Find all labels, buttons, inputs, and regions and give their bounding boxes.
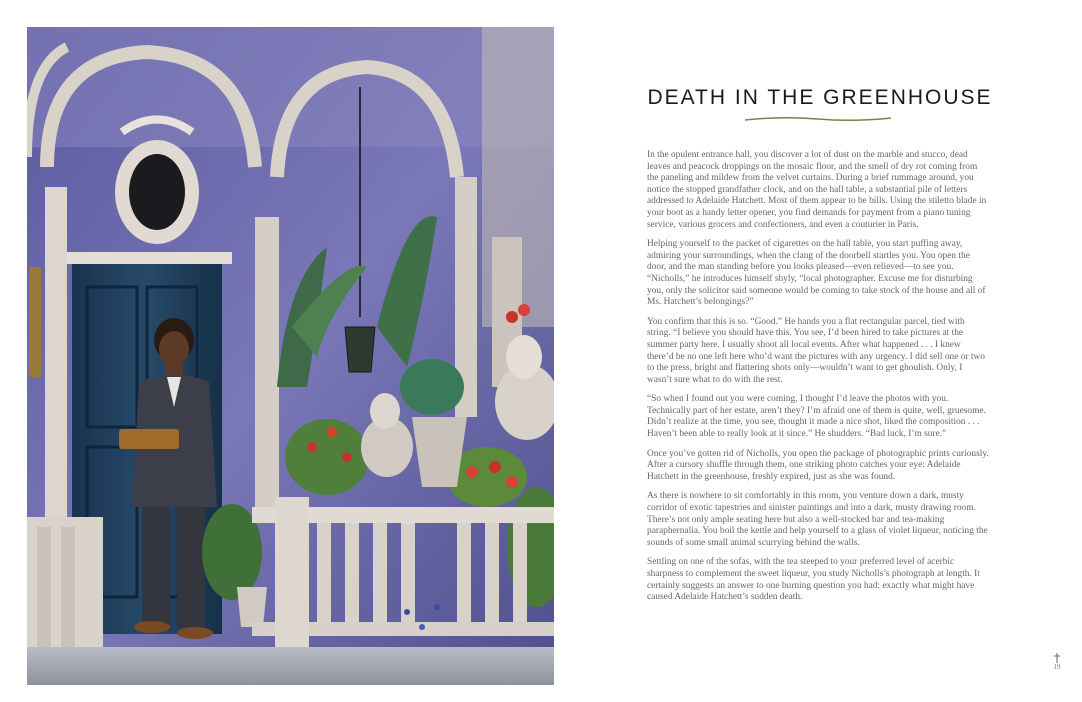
paragraph: You confirm that this is so. “Good.” He hands you a flat rectangular parcel, tied with string. “I believe you should have this. You see, I’d been hired to take pictures at the summer party here. I usually shoot all local events. After what happened . . . I knew there’d be no one left here who’d want the pictures with any urgency. I did sell one or two to the press, bright and flattering shots only—wouldn’t want to get ghoulish. Only, I wasn’t sure what to do with the rest. <box>647 316 985 385</box>
chapter-title: DEATH IN THE GREENHOUSE <box>647 86 993 109</box>
paragraph: Helping yourself to the packet of cigarettes on the hall table, you start puffing away, admiring your surroundings, when the clang of the doorbell startles you. You open the door, and the man standing before you looks pleased—even relieved—to see you. “Nicholls,” he introduces himself shyly, “local photographer. Excuse me for disturbing you, only the solicitor said someone would be coming to take stock of the house and all of Ms. Hatchett’s belongings?” <box>647 239 986 308</box>
paragraph: As there is nowhere to sit comfortably in this room, you venture down a dark, musty corridor of exotic tapestries and sinister paintings and into a dark, musty drawing room. There’s not only ample seating here but also a well-stocked bar and tea-making paraphernalia. You boil the kettle and help yourself to a glass of violet liqueur, noticing the sounds of some small animal scurrying behind the walls. <box>647 491 988 548</box>
greenhouse-illustration <box>27 27 554 685</box>
paragraph: Settling on one of the sofas, with the tea steeped to your preferred level of acerbic sharpness to complement the sweet liqueur, you study Nicholls’s photograph at length. It certainly suggests an answer to one burning question you had: exactly what might have caused Adelaide Hatchett’s sudden death. <box>647 557 980 603</box>
dagger-icon <box>1053 653 1061 663</box>
page-marker <box>1051 653 1063 671</box>
paragraph: “So when I found out you were coming, I thought I’d leave the photos with you. Technically part of her estate, aren’t they? I’m afraid one of them is quite, well, gruesome. Didn’t realize at the time, you see, thought it made a nice shot, liked the composition . . . Haven’t been able to really look at it since.” He shudders. “Bad luck, I’m sure.” <box>647 394 986 440</box>
paragraph: Once you’ve gotten rid of Nicholls, you open the package of photographic prints curiously. After a cursory shuffle through them, one striking photo catches your eye: Adelaide Hatchett in the greenhouse, freshly expired, just as she was found. <box>647 448 989 482</box>
page-number: 19 <box>1053 663 1061 671</box>
paragraph: In the opulent entrance hall, you discover a lot of dust on the marble and stucco, dead leaves and peacock droppings on the mosaic floor, and the smell of dry rot coming from the paneling and mildew from the velvet curtains. During a brief rummage around, you notice the stopped grandfather clock, and on the hall table, a substantial pile of letters addressed to Adelaide Hatchett. Most of them appear to be bills. Using the stiletto blade in your boot as a handy letter opener, you find demands for payment from a piano tuning service, various grocers and confectioners, and even a couturier in Paris. <box>647 150 987 230</box>
story-body <box>647 150 989 612</box>
title-flourish-divider <box>743 115 893 123</box>
